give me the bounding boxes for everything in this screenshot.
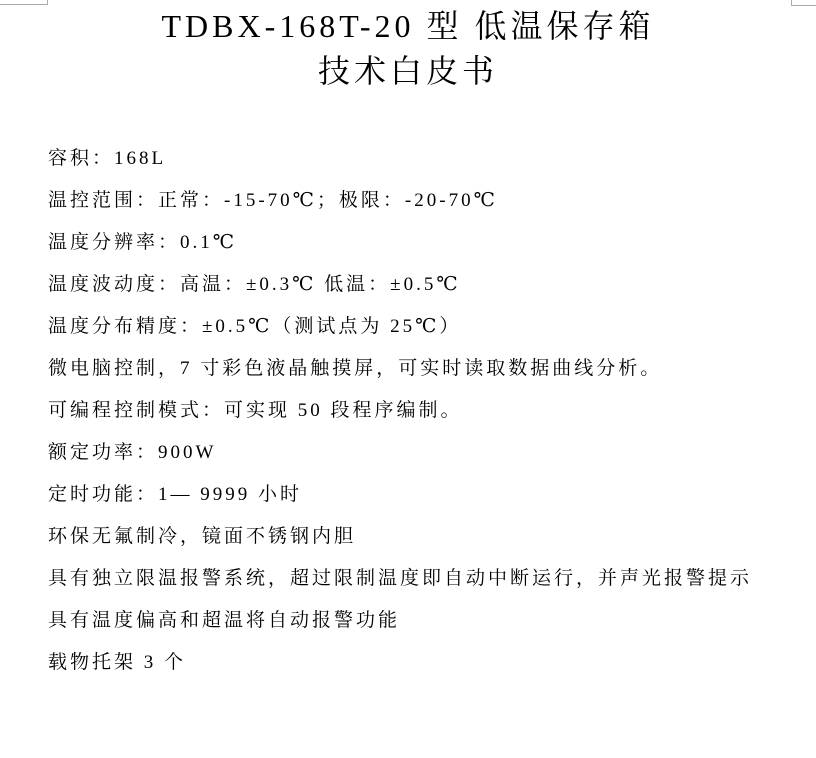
text-boundary-mark-top-right [791,0,816,6]
spec-line-temp-fluctuation: 温度波动度：高温：±0.3℃ 低温：±0.5℃ [48,274,461,295]
spec-line-limit-alarm-system: 具有独立限温报警系统，超过限制温度即自动中断运行，并声光报警提示 [48,568,753,589]
spec-line-load-shelves: 载物托架 3 个 [48,652,187,673]
spec-line-rated-power: 额定功率：900W [48,442,217,463]
document-title-line1: TDBX-168T-20 型 低温保存箱 [161,8,655,44]
spec-line-temp-distribution-accuracy: 温度分布精度：±0.5℃（测试点为 25℃） [48,316,462,337]
spec-line-capacity: 容积：168L [48,148,167,169]
document-title [48,4,768,94]
spec-line-temp-resolution: 温度分辨率：0.1℃ [48,232,238,253]
spec-line-programmable-control: 可编程控制模式：可实现 50 段程序编制。 [48,400,463,421]
spec-line-eco-refrigeration: 环保无氟制冷，镜面不锈钢内胆 [48,526,357,547]
spec-line-microcomputer-control: 微电脑控制，7 寸彩色液晶触摸屏，可实时读取数据曲线分析。 [48,358,663,379]
text-boundary-mark-top-left [0,0,48,5]
spec-list [48,138,792,684]
document-title-line2: 技术白皮书 [317,53,498,89]
spec-line-over-temp-alarm: 具有温度偏高和超温将自动报警功能 [48,610,401,631]
spec-line-timer-function: 定时功能：1— 9999 小时 [48,484,303,505]
spec-line-temp-control-range: 温控范围：正常：-15-70℃；极限：-20-70℃ [48,190,498,211]
